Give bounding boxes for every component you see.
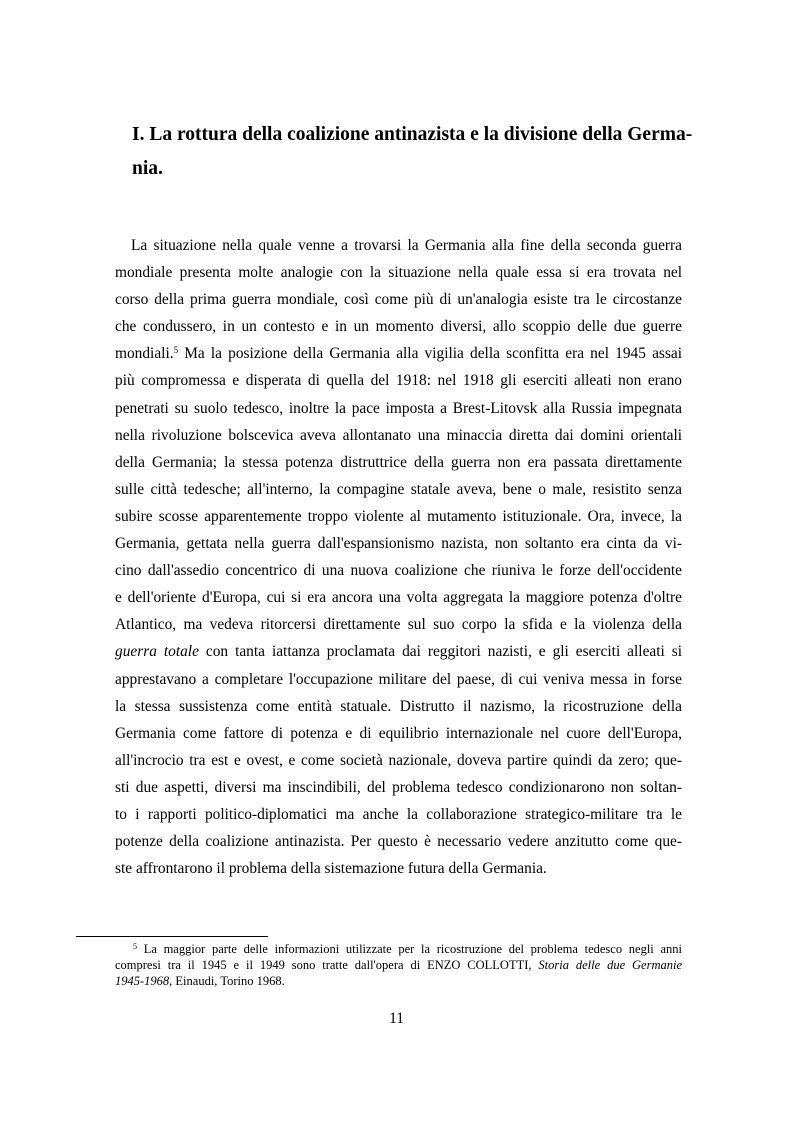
body-line: e dell'oriente d'Europa, cui si era ancora una volta aggregata la maggiore potenza d'oltre	[115, 589, 682, 607]
footnote-text: compresi tra il 1945 e il 1949 sono tratte dall'opera di ENZO COLLOTTI,	[115, 958, 539, 972]
italic-term: guerra totale	[115, 643, 199, 661]
footnote-line	[115, 957, 682, 973]
footnote-book-years: 1945-1968	[115, 974, 170, 988]
footnote-text: , Einaudi, Torino 1968.	[169, 974, 285, 988]
body-line: potenze della coalizione antinazista. Per questo è necessario vedere anzitutto come que-	[115, 833, 682, 851]
body-text: mondiali.	[115, 345, 174, 363]
body-line: La situazione nella quale venne a trovarsi la Germania alla fine della seconda guerra	[131, 237, 682, 254]
chapter-heading-line-2: nia.	[132, 158, 163, 179]
body-line: che condussero, in un contesto e in un momento diversi, allo scoppio delle due guerre	[115, 318, 682, 336]
body-line	[115, 340, 682, 367]
footnote	[115, 941, 682, 989]
body-line: ste affrontarono il problema della sistemazione futura della Germania.	[115, 860, 547, 878]
page-number: 11	[389, 1010, 404, 1027]
body-line: subire scosse apparentemente troppo violente al mutamento istituzionale. Ora, invece, la	[115, 507, 682, 525]
footnote-book-title: Storia delle due Germanie	[538, 958, 682, 972]
body-text: Ma la posizione della Germania alla vigilia della sconfitta era nel 1945 assai	[178, 345, 682, 363]
body-line: della Germania; la stessa potenza distruttrice della guerra non era passata direttamente	[115, 453, 682, 471]
footnote-line	[115, 941, 682, 957]
body-line: Germania, gettata nella guerra dall'espansionismo nazista, non soltanto era cinta da vi-	[115, 535, 682, 553]
body-line	[115, 638, 682, 665]
body-line: sulle città tedesche; all'interno, la compagine statale aveva, bene o male, resistito senza	[115, 480, 682, 498]
body-line: sti due aspetti, diversi ma inscindibili, del problema tedesco condizionarono non soltan-	[115, 778, 682, 796]
body-line: mondiale presenta molte analogie con la situazione nella quale essa si era trovata nel	[115, 264, 682, 282]
body-line: apprestavano a completare l'occupazione militare del paese, di cui veniva messa in forse	[115, 670, 682, 688]
body-line: penetrati su suolo tedesco, inoltre la pace imposta a Brest-Litovsk alla Russia impegnata	[115, 399, 682, 417]
body-line: Germania come fattore di potenza e di equilibrio internazionale nel cuore dell'Europa,	[115, 724, 682, 742]
body-line: cino dall'assedio concentrico di una nuova coalizione che riuniva le forze dell'occidente	[115, 562, 682, 580]
footnote-mark: 5	[133, 942, 137, 951]
body-line: corso della prima guerra mondiale, così come più di un'analogia esiste tra le circostanze	[115, 291, 682, 309]
chapter-heading-line-1: I. La rottura della coalizione antinazista e la divisione della Germa-	[132, 124, 693, 145]
chapter-heading	[132, 118, 693, 186]
body-line: Atlantico, ma vedeva ritorcersi direttamente sul suo corpo la sfida e la violenza della	[115, 616, 682, 634]
body-line: all'incrocio tra est e ovest, e come società nazionale, doveva partire quindi da zero; que-	[115, 751, 682, 769]
body-line: nella rivoluzione bolscevica aveva allontanato una minaccia diretta dai domini orientali	[115, 426, 682, 444]
body-paragraph	[115, 232, 682, 882]
body-line: più compromessa e disperata di quella del 1918: nel 1918 gli eserciti alleati non erano	[115, 372, 682, 390]
footnote-reference[interactable]: 5	[173, 345, 179, 356]
body-text: con tanta iattanza proclamata dai reggitori nazisti, e gli eserciti alleati si	[198, 643, 683, 661]
footnote-line	[115, 973, 682, 989]
body-line: la stessa sussistenza come entità statuale. Distrutto il nazismo, la ricostruzione della	[115, 697, 682, 715]
body-line: to i rapporti politico-diplomatici ma anche la collaborazione strategico-militare tra le	[115, 805, 682, 823]
footnote-separator	[76, 936, 268, 937]
footnote-text: La maggior parte delle informazioni utilizzate per la ricostruzione del problema tedesco negli anni	[137, 942, 682, 956]
